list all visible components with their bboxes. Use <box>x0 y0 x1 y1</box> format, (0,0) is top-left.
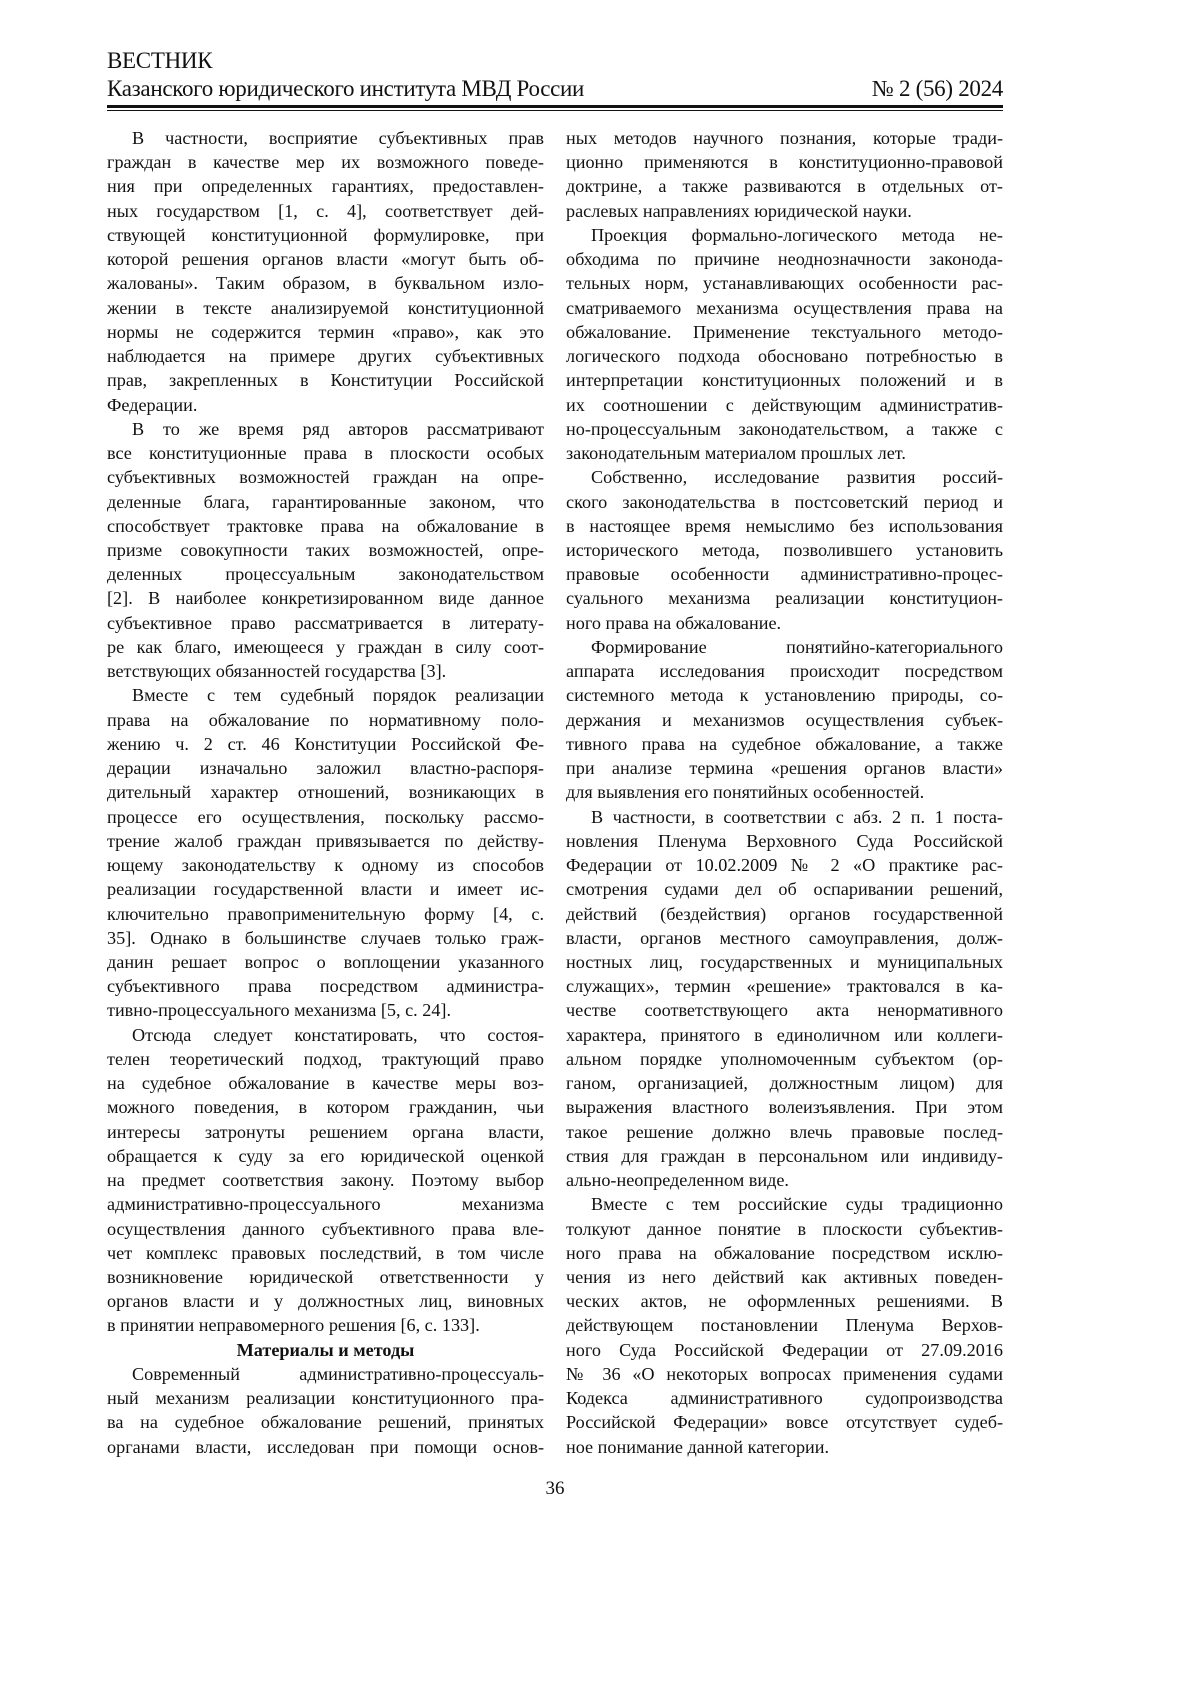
text-line: Федерации. <box>107 393 544 417</box>
text-line: жалованы». Таким образом, в буквальном изло- <box>107 271 544 295</box>
text-line: деленные блага, гарантированные законом, что <box>107 490 544 514</box>
text-line: исторического метода, позволившего установить <box>566 538 1003 562</box>
text-line: возникновение юридической ответственности у <box>107 1265 544 1289</box>
text-line: обходима по причине неоднозначности законода- <box>566 247 1003 271</box>
text-line: Материалы и методы <box>107 1338 544 1362</box>
paragraph <box>566 635 1003 805</box>
text-line: на судебное обжалование в качестве меры воз- <box>107 1071 544 1095</box>
text-line: призме совокупности таких возможностей, опре- <box>107 538 544 562</box>
paragraph <box>107 1023 544 1338</box>
text-line: выражения властного волеизъявления. При этом <box>566 1095 1003 1119</box>
text-line: ре как благо, имеющееся у граждан в силу соот- <box>107 635 544 659</box>
text-line: при анализе термина «решения органов власти» <box>566 756 1003 780</box>
text-line: права на обжалование по нормативному поло- <box>107 708 544 732</box>
text-line: № 36 «О некоторых вопросах применения судами <box>566 1362 1003 1386</box>
text-line: тивного права на судебное обжалование, а также <box>566 732 1003 756</box>
text-line: реализации государственной власти и имеет ис- <box>107 877 544 901</box>
paragraph <box>566 223 1003 465</box>
text-line: чет комплекс правовых последствий, в том числе <box>107 1241 544 1265</box>
journal-title: ВЕСТНИК <box>107 48 212 74</box>
text-line: тивно-процессуального механизма [5, с. 24]. <box>107 998 544 1022</box>
paragraph <box>566 805 1003 1193</box>
text-line: ветствующих обязанностей государства [3]. <box>107 659 544 683</box>
paragraph <box>566 126 1003 223</box>
paragraph <box>107 417 544 684</box>
text-line: субъективное право рассматривается в литерату- <box>107 611 544 635</box>
text-line: ное понимание данной категории. <box>566 1435 1003 1459</box>
text-line: их соотношении с действующим административ- <box>566 393 1003 417</box>
text-line: логического подхода обосновано потребностью в <box>566 344 1003 368</box>
text-line: новления Пленума Верховного Суда Российской <box>566 829 1003 853</box>
right-column <box>566 126 1003 1459</box>
text-line: ного права на обжалование посредством исклю- <box>566 1241 1003 1265</box>
text-line: ных методов научного познания, которые тради- <box>566 126 1003 150</box>
text-line: действующем постановлении Пленума Верхов- <box>566 1313 1003 1337</box>
header-rule-thick <box>107 105 1003 108</box>
text-line: деленных процессуальным законодательством <box>107 562 544 586</box>
text-line: в принятии неправомерного решения [6, с. 133]. <box>107 1313 544 1337</box>
text-line: дительный характер отношений, возникающих в <box>107 780 544 804</box>
text-line: ческих актов, не оформленных решениями. В <box>566 1289 1003 1313</box>
text-line: прав, закрепленных в Конституции Российской <box>107 368 544 392</box>
text-line: Современный административно-процессуаль- <box>107 1362 544 1386</box>
header-rule-thin <box>107 110 1003 111</box>
text-line: ского законодательства в постсоветский период и <box>566 490 1003 514</box>
text-line: ганом, организацией, должностным лицом) для <box>566 1071 1003 1095</box>
page-number: 36 <box>0 1478 1110 1500</box>
text-line: 35]. Однако в большинстве случаев только граж- <box>107 926 544 950</box>
text-line: В то же время ряд авторов рассматривают <box>107 417 544 441</box>
text-line: субъективного права посредством администра- <box>107 974 544 998</box>
text-line: системного метода к установлению природы, со- <box>566 683 1003 707</box>
text-line: ния при определенных гарантиях, предоставлен- <box>107 174 544 198</box>
text-line: трение жалоб граждан привязывается по действу- <box>107 829 544 853</box>
text-line: административно-процессуального механизма <box>107 1192 544 1216</box>
paragraph <box>107 683 544 1022</box>
text-line: раслевых направлениях юридической науки. <box>566 199 1003 223</box>
text-line: граждан в качестве мер их возможного поведе- <box>107 150 544 174</box>
text-line: субъективных возможностей граждан на опре- <box>107 465 544 489</box>
text-line: В частности, восприятие субъективных прав <box>107 126 544 150</box>
text-line: органов власти и у должностных лиц, виновных <box>107 1289 544 1313</box>
text-line: на предмет соответствия закону. Поэтому выбор <box>107 1168 544 1192</box>
section-heading <box>107 1338 544 1362</box>
text-line: Собственно, исследование развития россий- <box>566 465 1003 489</box>
text-line: в настоящее время немыслимо без использования <box>566 514 1003 538</box>
text-line: наблюдается на примере других субъективных <box>107 344 544 368</box>
text-line: способствует трактовке права на обжалование в <box>107 514 544 538</box>
issue-number: № 2 (56) 2024 <box>872 76 1003 102</box>
text-line: Федерации от 10.02.2009 № 2 «О практике рас- <box>566 853 1003 877</box>
text-line: честве соответствующего акта ненормативного <box>566 998 1003 1022</box>
text-line: тельных норм, устанавливающих особенности рас- <box>566 271 1003 295</box>
text-line: ва на судебное обжалование решений, принятых <box>107 1410 544 1434</box>
text-line: правовые особенности административно-процес- <box>566 562 1003 586</box>
journal-subtitle: Казанского юридического института МВД России <box>107 76 584 102</box>
text-line: Формирование понятийно-категориального <box>566 635 1003 659</box>
text-line: обжалование. Применение текстуального методо- <box>566 320 1003 344</box>
text-line: Вместе с тем судебный порядок реализации <box>107 683 544 707</box>
text-line: дерации изначально заложил властно-распоря- <box>107 756 544 780</box>
text-line: ствия для граждан в персональном или индивиду- <box>566 1144 1003 1168</box>
text-line: суального механизма реализации конституцион- <box>566 586 1003 610</box>
text-line: обращается к суду за его юридической оценкой <box>107 1144 544 1168</box>
text-line: служащих», термин «решение» трактовался в ка- <box>566 974 1003 998</box>
text-line: осуществления данного субъективного права вле- <box>107 1217 544 1241</box>
text-line: ного права на обжалование. <box>566 611 1003 635</box>
text-line: но-процессуальным законодательством, а также с <box>566 417 1003 441</box>
text-line: Проекция формально-логического метода не- <box>566 223 1003 247</box>
text-line: жению ч. 2 ст. 46 Конституции Российской Фе- <box>107 732 544 756</box>
text-line: ально-неопределенном виде. <box>566 1168 1003 1192</box>
text-line: законодательным материалом прошлых лет. <box>566 441 1003 465</box>
text-line: для выявления его понятийных особенностей. <box>566 780 1003 804</box>
text-line: жении в тексте анализируемой конституционной <box>107 296 544 320</box>
text-line: ного Суда Российской Федерации от 27.09.2016 <box>566 1338 1003 1362</box>
text-line: ных государством [1, с. 4], соответствует дей- <box>107 199 544 223</box>
paragraph <box>107 126 544 417</box>
text-line: Российской Федерации» вовсе отсутствует судеб- <box>566 1410 1003 1434</box>
text-line: органами власти, исследован при помощи основ- <box>107 1435 544 1459</box>
text-line: держания и механизмов осуществления субъек- <box>566 708 1003 732</box>
text-line: телен теоретический подход, трактующий право <box>107 1047 544 1071</box>
text-line: Кодекса административного судопроизводства <box>566 1386 1003 1410</box>
text-line: ствующей конституционной формулировке, при <box>107 223 544 247</box>
text-line: чения из него действий как активных поведен- <box>566 1265 1003 1289</box>
text-line: данин решает вопрос о воплощении указанного <box>107 950 544 974</box>
text-line: действий (бездействия) органов государственной <box>566 902 1003 926</box>
text-line: Отсюда следует констатировать, что состоя- <box>107 1023 544 1047</box>
text-line: ционно применяются в конституционно-правовой <box>566 150 1003 174</box>
text-line: смотрения судами дел об оспаривании решений, <box>566 877 1003 901</box>
text-line: доктрине, а также развиваются в отдельных от- <box>566 174 1003 198</box>
text-line: интересы затронуты решением органа власти, <box>107 1120 544 1144</box>
text-line: которой решения органов власти «могут быть об- <box>107 247 544 271</box>
text-line: [2]. В наиболее конкретизированном виде данное <box>107 586 544 610</box>
text-line: все конституционные права в плоскости особых <box>107 441 544 465</box>
text-line: характера, принятого в единоличном или коллеги- <box>566 1023 1003 1047</box>
left-column <box>107 126 544 1459</box>
text-line: процессе его осуществления, поскольку рассмо- <box>107 805 544 829</box>
text-line: ключительно правоприменительную форму [4, с. <box>107 902 544 926</box>
text-line: толкуют данное понятие в плоскости субъектив- <box>566 1217 1003 1241</box>
text-line: Вместе с тем российские суды традиционно <box>566 1192 1003 1216</box>
text-line: такое решение должно влечь правовые послед- <box>566 1120 1003 1144</box>
text-line: сматриваемого механизма осуществления права на <box>566 296 1003 320</box>
text-line: власти, органов местного самоуправления, долж- <box>566 926 1003 950</box>
paragraph <box>566 1192 1003 1459</box>
text-line: ностных лиц, государственных и муниципальных <box>566 950 1003 974</box>
text-line: нормы не содержится термин «право», как это <box>107 320 544 344</box>
text-line: ющему законодательству к одному из способов <box>107 853 544 877</box>
text-line: аппарата исследования происходит посредством <box>566 659 1003 683</box>
text-line: альном порядке уполномоченным субъектом (ор- <box>566 1047 1003 1071</box>
paragraph <box>566 465 1003 635</box>
text-line: можного поведения, в котором гражданин, чьи <box>107 1095 544 1119</box>
text-line: В частности, в соответствии с абз. 2 п. 1 поста- <box>566 805 1003 829</box>
paragraph <box>107 1362 544 1459</box>
text-line: ный механизм реализации конституционного пра- <box>107 1386 544 1410</box>
text-line: интерпретации конституционных положений и в <box>566 368 1003 392</box>
